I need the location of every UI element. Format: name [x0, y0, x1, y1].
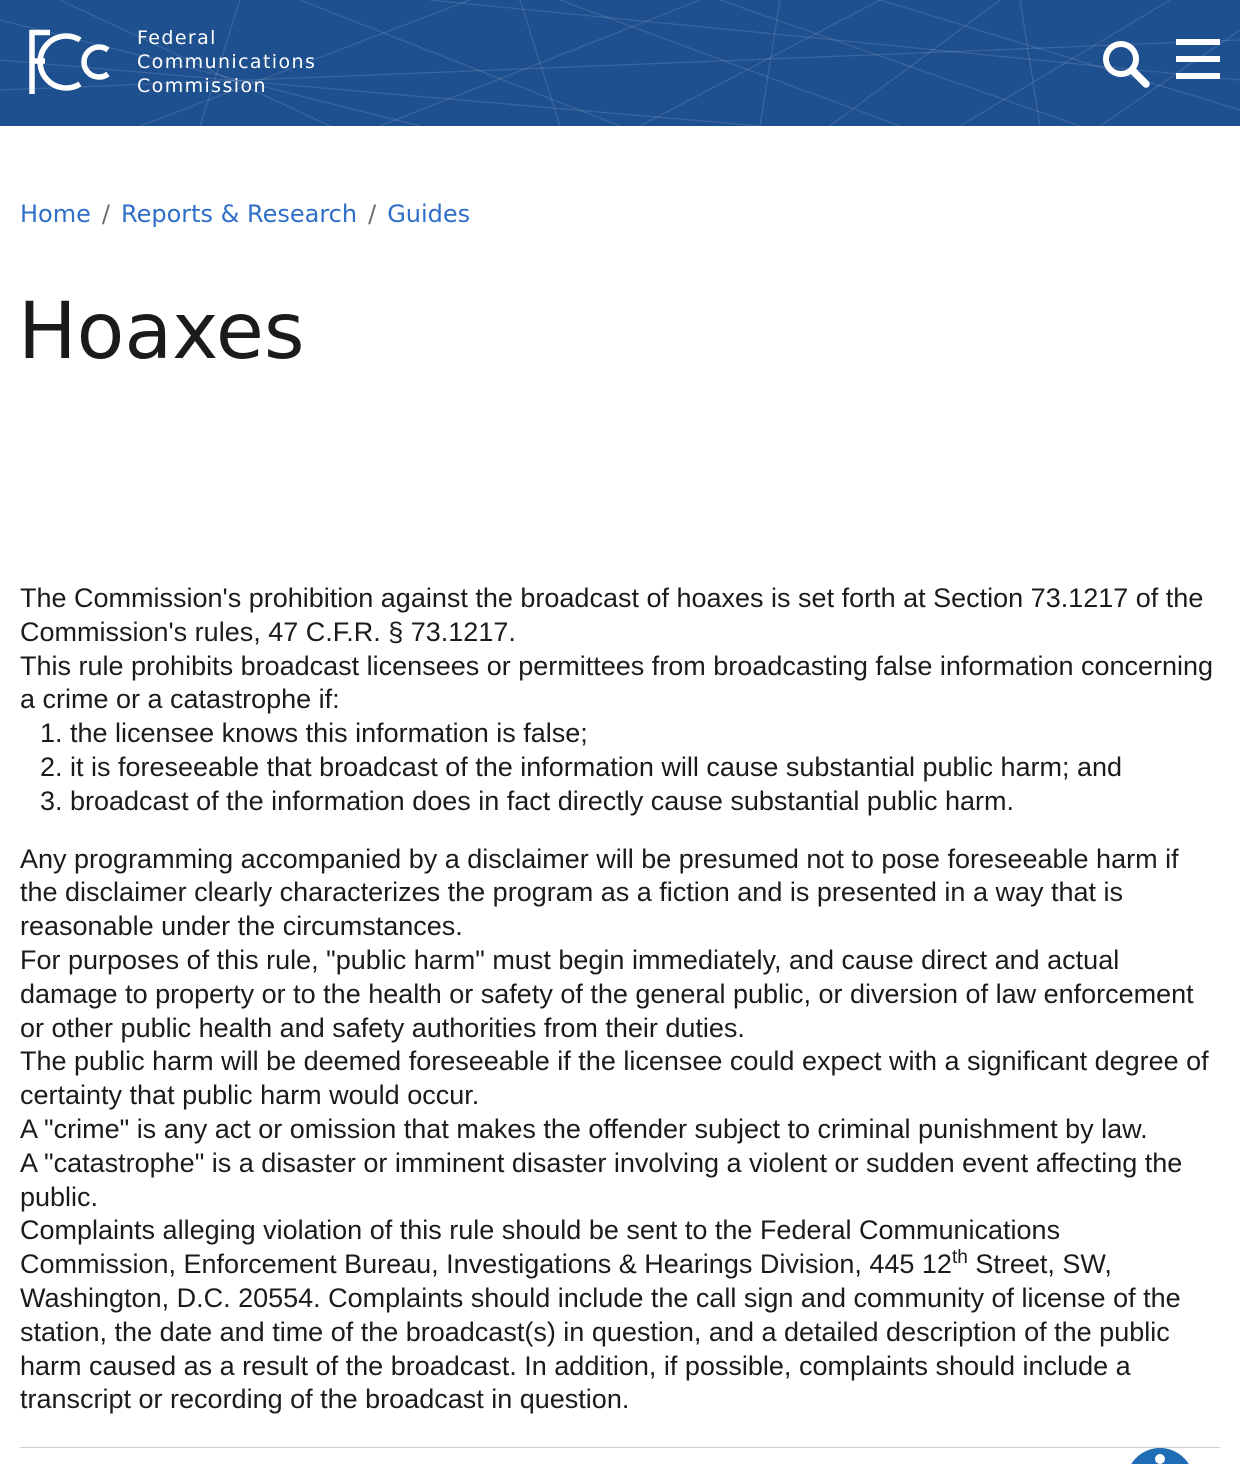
- list-item: 2. it is foreseeable that broadcast of the information will cause substantial public harm; and: [70, 751, 1220, 785]
- agency-name: [137, 26, 316, 98]
- body-paragraph-catastrophe-definition: A "catastrophe" is a disaster or imminent disaster involving a violent or sudden event affecting the public.: [20, 1147, 1183, 1212]
- body-paragraph-rule-summary: This rule prohibits broadcast licensees or permittees from broadcasting false information concerning a crime or a catastrophe if:: [20, 650, 1214, 715]
- list-item: 1. the licensee knows this information is false;: [70, 717, 1220, 751]
- body-paragraph-foreseeable-harm: The public harm will be deemed foreseeable if the licensee could expect with a significant degree of certainty that public harm would occur.: [20, 1046, 1209, 1111]
- breadcrumb-separator: /: [101, 200, 110, 228]
- body-paragraph-crime-definition: A "crime" is any act or omission that makes the offender subject to criminal punishment by law.: [20, 1113, 1148, 1144]
- page-title: Hoaxes: [18, 287, 305, 377]
- agency-name-line-3: Commission: [137, 75, 267, 97]
- fcc-home-logo-link[interactable]: [28, 24, 358, 104]
- info-icon: [1124, 1446, 1196, 1464]
- site-header: [0, 0, 1240, 126]
- breadcrumb-home-link[interactable]: Home: [20, 200, 91, 228]
- content-divider: [20, 1447, 1220, 1448]
- feedback-button[interactable]: [1124, 1446, 1196, 1464]
- search-icon: [1100, 38, 1152, 90]
- complaints-text-end: Street, SW, Washington, D.C. 20554. Complaints should include the call sign and community of license of the station, the date and time of the broadcast(s) in question, and a detailed description of the public harm caused as a result of the broadcast. In addition, if possible, complaints should include a transcript or recording of the broadcast in question.: [20, 1249, 1181, 1415]
- agency-name-line-1: Federal: [137, 27, 217, 49]
- body-paragraph-section-reference: The Commission's prohibition against the broadcast of hoaxes is set forth at Section 73.1217 of the Commission's rules, 47 C.F.R. § 73.1217.: [20, 583, 1204, 647]
- conditions-list: [20, 717, 1220, 818]
- body-paragraph-disclaimer: Any programming accompanied by a disclaimer will be presumed not to pose foreseeable harm if the disclaimer clearly characterizes the program as a fiction and is presented in a way that is reasonable under the circumstances.: [20, 843, 1179, 942]
- ordinal-suffix: th: [951, 1247, 968, 1269]
- search-button[interactable]: [1100, 38, 1152, 90]
- menu-button[interactable]: [1174, 38, 1222, 82]
- body-paragraph-public-harm-definition: For purposes of this rule, "public harm" must begin immediately, and cause direct and actual damage to property or to the health or safety of the general public, or diversion of law enforcement or other public health and safety authorities from their duties.: [20, 944, 1194, 1043]
- menu-icon: [1174, 38, 1222, 82]
- fcc-logo-icon: [28, 28, 114, 96]
- complaints-text-start: Complaints alleging violation of this rule should be sent to the Federal Communications Commission, Enforcement Bureau, Investigations & Hearings Division, 445 12: [20, 1215, 1061, 1280]
- breadcrumb-guides-link[interactable]: Guides: [387, 200, 471, 228]
- guide-body: [20, 582, 1220, 1417]
- list-item: 3. broadcast of the information does in fact directly cause substantial public harm.: [70, 785, 1220, 819]
- agency-name-line-2: Communications: [137, 51, 317, 73]
- breadcrumb: [20, 196, 470, 232]
- breadcrumb-reports-research-link[interactable]: Reports & Research: [120, 200, 358, 228]
- breadcrumb-separator: /: [368, 200, 377, 228]
- body-paragraph-complaints: [20, 1214, 1220, 1417]
